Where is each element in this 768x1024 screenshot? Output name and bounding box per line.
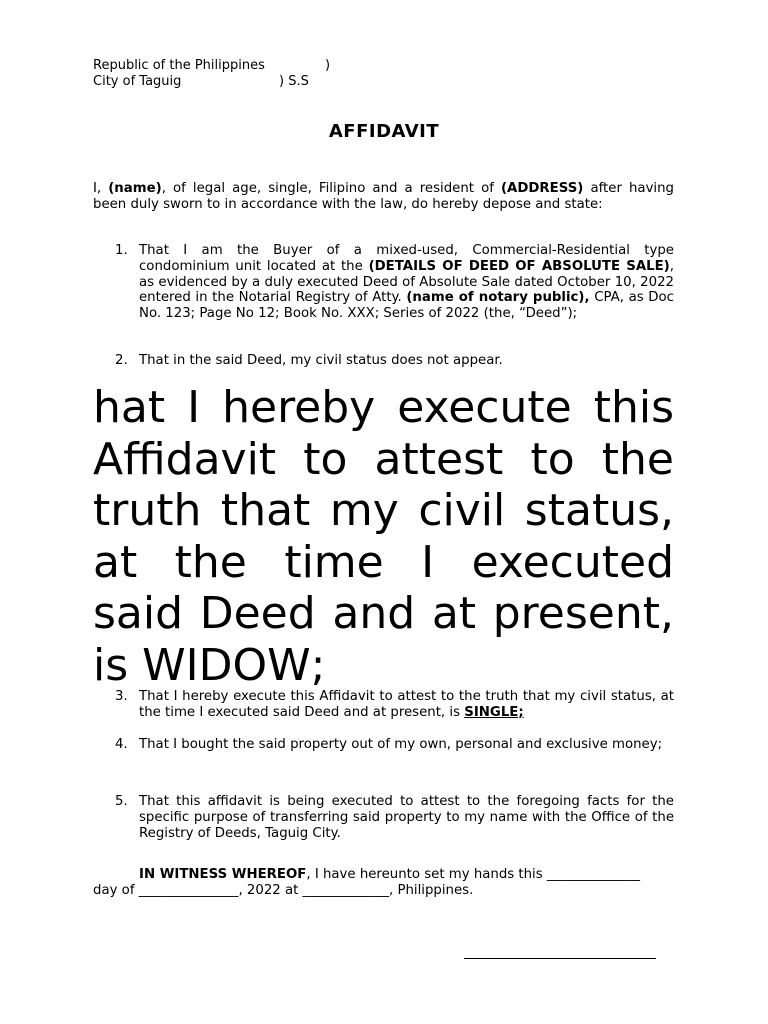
witness-lead: IN WITNESS WHEREOF	[139, 867, 307, 882]
list-item-text	[139, 689, 674, 721]
list-item-number: 4.	[115, 737, 128, 752]
intro-paragraph	[93, 181, 674, 213]
venue-line-1	[93, 58, 331, 74]
list-item-number: 3.	[115, 689, 128, 704]
venue-country: Republic of the Philippines	[93, 58, 265, 73]
witness-line-1-rest: , I have hereunto set my hands this ______________	[306, 867, 640, 882]
intro-pre: I,	[93, 181, 109, 196]
item1-notary-name: (name of notary public),	[406, 290, 590, 306]
item1-deed-details: (DETAILS OF DEED OF ABSOLUTE SALE)	[368, 258, 670, 274]
venue-block	[93, 58, 331, 90]
list-item-number: 2.	[115, 353, 128, 368]
list-item-text: That in the said Deed, my civil status does not appear.	[139, 353, 503, 368]
venue-ss: ) S.S	[279, 74, 309, 89]
witness-clause	[93, 867, 674, 899]
venue-bracket: )	[325, 58, 331, 73]
intro-mid: , of legal age, single, Filipino and a resident of	[161, 181, 501, 196]
intro-name-placeholder: (name)	[108, 181, 162, 196]
item1-text-c: , as evidenced by a duly executed Deed of Absolute Sale dated October 10, 2022 entered in the Notarial Registry of Atty.	[139, 258, 674, 306]
item1-text-e: CPA, as Doc No. 123; Page No 12; Book No. XXX; Series of 2022 (the, “Deed”);	[139, 290, 674, 322]
document-title: AFFIDAVIT	[328, 121, 440, 142]
enlarged-text-block: hat I hereby execute this Affidavit to attest to the truth that my civil status, at the time I executed said Deed and at present, is WIDOW;	[93, 382, 674, 691]
intro-post: after having been duly sworn to in accordance with the law, do hereby depose and state:	[93, 181, 674, 212]
list-item-text	[139, 243, 674, 322]
intro-address-placeholder: (ADDRESS)	[500, 181, 584, 196]
signature-line	[464, 946, 656, 959]
witness-line-1	[93, 867, 674, 883]
list-item-text: That this affidavit is being executed to attest to the foregoing facts for the specific purpose of transferring said property to my name with the Office of the Registry of Deeds, Taguig City.	[139, 794, 674, 841]
list-item-text: That I bought the said property out of my own, personal and exclusive money;	[139, 737, 663, 752]
civil-status-value: SINGLE;	[464, 704, 524, 720]
venue-city: City of Taguig	[93, 74, 182, 89]
venue-line-2	[93, 74, 309, 90]
item3-text: That I hereby execute this Affidavit to attest to the truth that my civil status, at the time I executed said Deed and at present, is	[139, 689, 674, 720]
list-item-number: 1.	[115, 243, 128, 258]
witness-line-2: day of _______________, 2022 at _____________, Philippines.	[93, 882, 474, 898]
list-item-number: 5.	[115, 794, 128, 809]
item1-text-a: That I am the Buyer of a mixed-used, Commercial-Residential type condominium unit located at the	[139, 243, 674, 274]
